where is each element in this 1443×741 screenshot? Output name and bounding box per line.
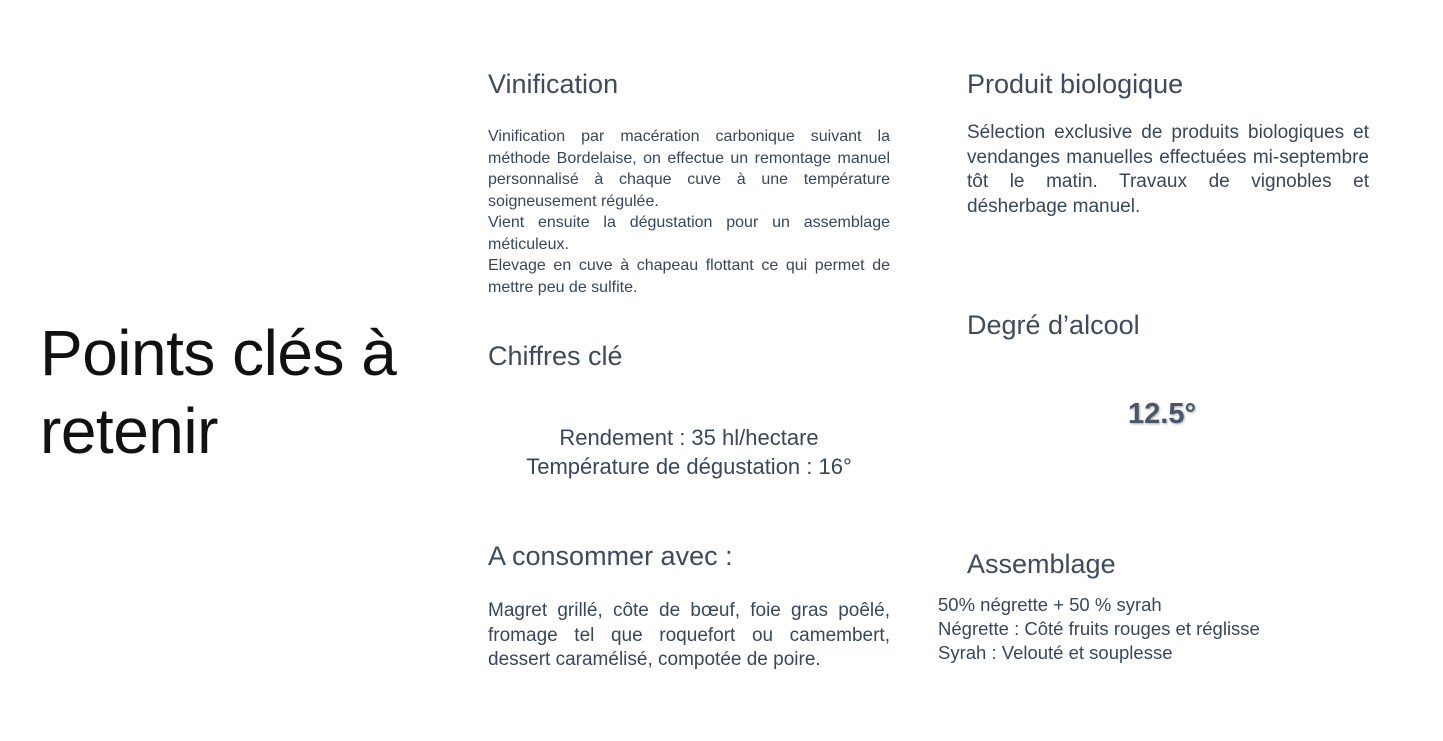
vinification-paragraph: Vinification par macération carbonique suivant la méthode Bordelaise, on effectue un remontage manuel personnalisé à chaque cuve à une température soigneusement régulée.	[488, 128, 890, 210]
organic-text	[967, 121, 1369, 219]
alcohol-heading: Degré d’alcool	[967, 310, 1140, 340]
pairing-heading: A consommer avec :	[488, 541, 733, 571]
yield-line: Rendement : 35 hl/hectare	[559, 425, 819, 450]
pairing-text	[488, 599, 890, 673]
blend-syrah-line: Syrah : Velouté et souplesse	[938, 642, 1173, 663]
key-figures-block	[488, 423, 890, 481]
vinification-paragraph: Vient ensuite la dégustation pour un assemblage méticuleux.	[488, 214, 890, 253]
vinification-heading: Vinification	[488, 69, 619, 99]
blend-ratio-line: 50% négrette + 50 % syrah	[938, 594, 1162, 615]
vinification-text	[488, 126, 890, 298]
blend-text	[938, 593, 1260, 665]
tasting-temperature-line: Température de dégustation : 16°	[526, 454, 852, 479]
blend-heading: Assemblage	[967, 549, 1116, 579]
blend-negrette-line: Négrette : Côté fruits rouges et réglisse	[938, 618, 1260, 639]
vinification-paragraph: Elevage en cuve à chapeau flottant ce qui permet de mettre peu de sulfite.	[488, 257, 890, 296]
alcohol-value: 12.5°	[1128, 398, 1197, 430]
organic-paragraph: Sélection exclusive de produits biologiques et vendanges manuelles effectuées mi-septembre tôt le matin. Travaux de vignobles et désherbage manuel.	[967, 122, 1369, 217]
pairing-paragraph: Magret grillé, côte de bœuf, foie gras poêlé, fromage tel que roquefort ou camembert, dessert caramélisé, compotée de poire.	[488, 600, 890, 670]
organic-heading: Produit biologique	[967, 69, 1184, 99]
slide-title: Points clés à retenir	[40, 317, 397, 467]
key-figures-heading: Chiffres clé	[488, 341, 623, 371]
